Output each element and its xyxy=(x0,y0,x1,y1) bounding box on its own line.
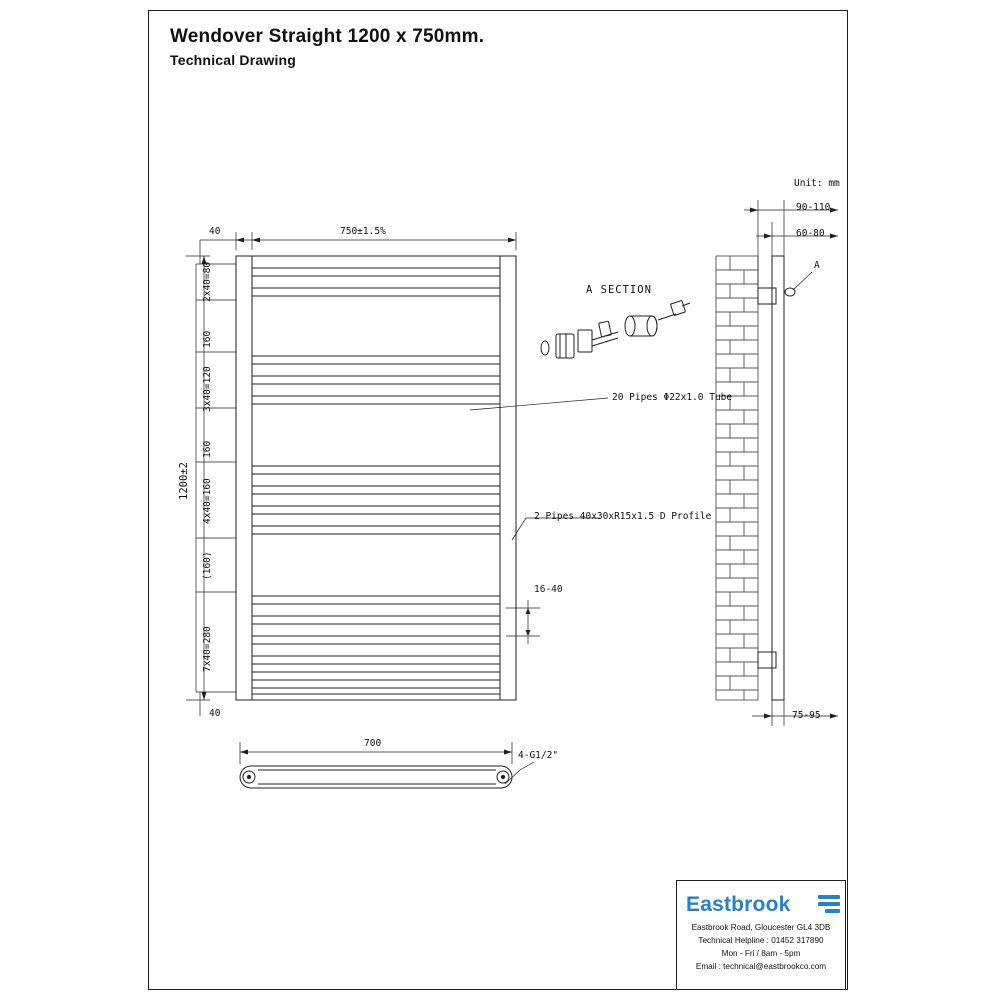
label-plan-connection: 4-G1/2" xyxy=(518,750,559,761)
label-pipes-round: 20 Pipes Φ22x1.0 Tube xyxy=(612,392,733,403)
company-hours: Mon - Fri / 8am - 5pm xyxy=(721,949,801,958)
label-unit: Unit: mm xyxy=(794,178,840,189)
a-section-exploded-parts xyxy=(541,300,690,358)
side-view-radiator xyxy=(758,256,812,700)
side-view-wall xyxy=(716,256,758,700)
page-subtitle: Technical Drawing xyxy=(170,52,297,68)
label-front-width: 750±1.5% xyxy=(340,226,386,237)
company-email: Email : technical@eastbrookco.com xyxy=(695,962,827,971)
label-spacing-2: 160 xyxy=(202,330,213,348)
plan-view xyxy=(240,742,534,788)
label-spacing-3: 3x40=120 xyxy=(202,366,213,412)
label-spacing-6: (160) xyxy=(202,551,213,580)
label-pipes-profile: 2 Pipes 40x30xR15x1.5 D Profile xyxy=(534,511,712,522)
label-side-bottom: 75-95 xyxy=(792,710,821,721)
label-front-height: 1200±2 xyxy=(178,462,190,500)
company-helpline: Technical Helpline : 01452 317890 xyxy=(698,936,824,945)
eastbrook-logo-icon xyxy=(818,895,840,915)
label-detail-a: A xyxy=(814,260,820,271)
label-top-offset: 40 xyxy=(209,226,221,237)
label-spacing-4: 160 xyxy=(202,440,213,458)
label-spacing-5: 4x40=160 xyxy=(202,478,213,524)
label-depth-bracket: 60-80 xyxy=(796,228,825,239)
page-title: Wendover Straight 1200 x 750mm. xyxy=(170,26,485,47)
label-bar-gap: 16-40 xyxy=(534,584,563,595)
bar-gap-dimension xyxy=(506,600,540,644)
label-plan-width: 700 xyxy=(364,738,382,749)
company-address: Eastbrook Road, Gloucester GL4 3DB xyxy=(691,923,831,932)
label-spacing-7: 7x40=280 xyxy=(202,626,213,672)
label-depth-total: 90-110 xyxy=(796,202,831,213)
front-view-radiator xyxy=(236,256,516,700)
company-name: Eastbrook xyxy=(686,893,791,916)
label-spacing-1: 2x40=80 xyxy=(202,261,213,302)
label-a-section: A SECTION xyxy=(586,284,652,296)
label-bottom-offset: 40 xyxy=(209,708,221,719)
